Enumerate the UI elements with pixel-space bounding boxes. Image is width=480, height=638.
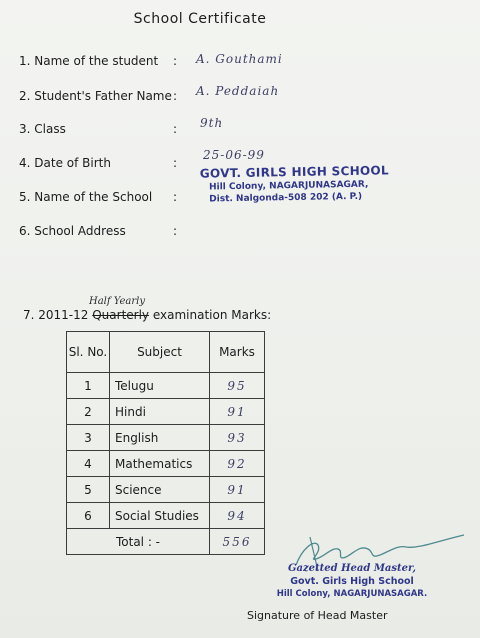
seal-location: Hill Colony, NAGARJUNASAGAR. [276, 589, 428, 599]
cell-no: 1 [67, 373, 110, 399]
table-header-row [67, 332, 265, 373]
page-title: School Certificate [133, 11, 267, 27]
cell-no: 6 [67, 503, 110, 529]
stamp-location: Hill Colony, NAGARJUNASAGAR, [208, 179, 369, 193]
field-label-school-address: 6. School Address [19, 224, 126, 238]
field-colon: : [173, 224, 178, 238]
header-sl-no: Sl. No. [67, 332, 110, 373]
table-row [67, 399, 265, 425]
cell-subject: Mathematics [110, 451, 210, 477]
seal-school: Govt. Girls High School [290, 576, 414, 587]
header-marks: Marks [210, 332, 265, 373]
table-row [67, 503, 265, 529]
cell-no: 5 [67, 477, 110, 503]
field-label-student-name: 1. Name of the student [19, 54, 159, 68]
signature-label: Signature of Head Master [247, 609, 388, 622]
field-label-school-name: 5. Name of the School [19, 190, 153, 204]
stamp-school-name: GOVT. GIRLS HIGH SCHOOL [199, 163, 390, 181]
field-label-dob: 4. Date of Birth [19, 156, 111, 170]
table-total-row [67, 529, 265, 555]
head-master-seal [272, 563, 432, 599]
field-colon: : [173, 89, 178, 103]
field-colon: : [173, 122, 178, 136]
school-stamp [200, 163, 390, 204]
cell-no: 4 [67, 451, 110, 477]
field-value-father-name: A. Peddaiah [196, 84, 280, 98]
cell-subject: Science [110, 477, 210, 503]
cell-subject: Social Studies [110, 503, 210, 529]
marks-heading-suffix: examination Marks: [152, 308, 272, 322]
cell-no: 3 [67, 425, 110, 451]
cell-subject: Hindi [110, 399, 210, 425]
cell-marks: 93 [210, 425, 265, 451]
cell-marks: 91 [210, 477, 265, 503]
total-label: Total : - [67, 529, 210, 555]
cell-marks: 95 [210, 373, 265, 399]
field-label-class: 3. Class [19, 122, 66, 136]
marks-heading-year: 7. 2011-12 [23, 308, 89, 322]
table-row [67, 451, 265, 477]
marks-table [66, 331, 265, 555]
cell-marks: 92 [210, 451, 265, 477]
cell-marks: 94 [210, 503, 265, 529]
cell-subject: Telugu [110, 373, 210, 399]
total-value: 556 [210, 529, 265, 555]
cell-marks: 91 [210, 399, 265, 425]
table-row [67, 373, 265, 399]
table-row [67, 425, 265, 451]
field-value-dob: 25-06-99 [203, 148, 265, 162]
cell-subject: English [110, 425, 210, 451]
field-label-father-name: 2. Student's Father Name [19, 89, 172, 103]
handwritten-correction: Half Yearly [89, 296, 146, 307]
marks-heading [23, 308, 271, 322]
header-subject: Subject [110, 332, 210, 373]
cell-no: 2 [67, 399, 110, 425]
table-row [67, 477, 265, 503]
field-value-student-name: A. Gouthami [196, 52, 283, 66]
stamp-district: Dist. Nalgonda-508 202 (A. P.) [209, 191, 363, 205]
field-colon: : [173, 156, 178, 170]
field-colon: : [173, 54, 178, 68]
field-value-class: 9th [200, 116, 224, 130]
struck-word: Quarterly [92, 308, 150, 322]
seal-title: Gazetted Head Master, [287, 563, 417, 574]
field-colon: : [173, 190, 178, 204]
